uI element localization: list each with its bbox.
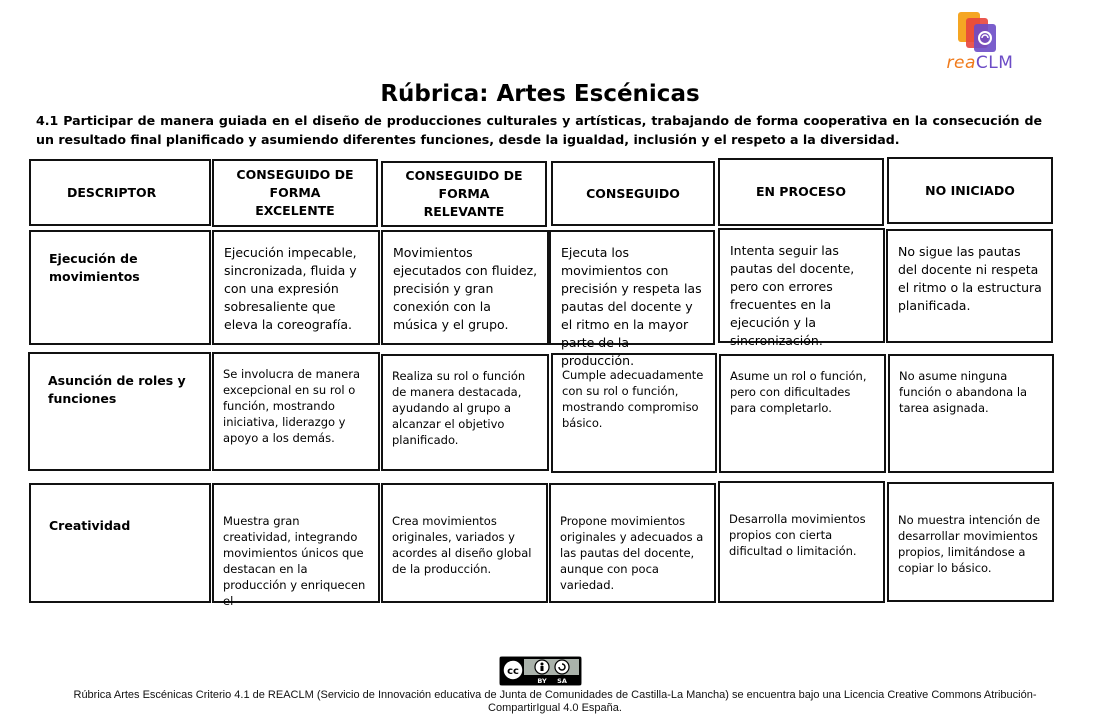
header-conseguido-excelente: CONSEGUIDO DE FORMA EXCELENTE [212,159,378,227]
reaclm-logo-text: reaCLM [946,53,1014,73]
rubric-cell: Intenta seguir las pautas del docente, pero con errores frecuentes en la ejecución y la sincronización. [718,228,885,343]
header-conseguido-relevante: CONSEGUIDO DE FORMA RELEVANTE [381,161,547,227]
row-descriptor: Ejecución de movimientos [29,230,211,345]
rubric-cell: Crea movimientos originales, variados y acordes al diseño global de la producción. [381,483,548,603]
rubric-cell: Muestra gran creatividad, integrando movimientos únicos que destacan en la producción y enriquecen el [212,483,380,603]
header-en-proceso: EN PROCESO [718,158,884,226]
row-descriptor: Creatividad [29,483,211,603]
svg-text:cc: cc [507,666,519,677]
rubric-cell: No muestra intención de desarrollar movimientos propios, limitándose a copiar lo básico. [887,482,1054,602]
criterion-text: 4.1 Participar de manera guiada en el diseño de producciones culturales y artísticas, trabajando de forma cooperativa en la consecución de un resultado final planificado y asumiendo diferentes funciones, desde la igualdad, inclusión y el respeto a la diversidad. [36,113,1042,147]
reaclm-logo-icon [958,10,998,54]
header-conseguido: CONSEGUIDO [551,161,715,226]
rubric-cell: Cumple adecuadamente con su rol o función, mostrando compromiso básico. [551,353,717,473]
rubric-cell: Asume un rol o función, pero con dificultades para completarlo. [719,354,886,473]
license-footer: Rúbrica Artes Escénicas Criterio 4.1 de REACLM (Servicio de Innovación educativa de Junta de Comunidades de Castilla-La Mancha) se encuentra bajo una Licencia Creative Commons Atribución-CompartirIgual 4.0 España. [73,689,1037,714]
rubric-cell: Ejecución impecable, sincronizada, fluida y con una expresión sobresaliente que eleva la coreografía. [212,230,380,345]
rubric-cell: No asume ninguna función o abandona la tarea asignada. [888,354,1054,473]
cc-by-sa-icon [500,657,581,685]
header-no-iniciado: NO INICIADO [887,157,1053,224]
rubric-cell: Realiza su rol o función de manera destacada, ayudando al grupo a alcanzar el objetivo planificado. [381,354,549,471]
rubric-cell: No sigue las pautas del docente ni respeta el ritmo o la estructura planificada. [886,229,1053,343]
cc-sa-label: SA [557,677,567,685]
page-title: Rúbrica: Artes Escénicas [380,81,700,107]
creative-commons-badge [499,656,582,686]
rubric-cell: Propone movimientos originales y adecuados a las pautas del docente, aunque con poca variedad. [549,483,716,603]
row-descriptor: Asunción de roles y funciones [28,352,211,471]
cc-by-label: BY [537,677,547,685]
rubric-cell: Se involucra de manera excepcional en su rol o función, mostrando iniciativa, liderazgo y apoyo a los demás. [212,352,380,471]
rubric-cell: Ejecuta los movimientos con precisión y respeta las pautas del docente y el ritmo en la mayor parte de la producción. [549,230,715,345]
rubric-cell: Desarrolla movimientos propios con cierta dificultad o limitación. [718,481,885,603]
reaclm-logo [930,8,1025,74]
header-descriptor: DESCRIPTOR [29,159,211,226]
rubric-cell: Movimientos ejecutados con fluidez, precisión y gran conexión con la música y el grupo. [381,230,549,345]
